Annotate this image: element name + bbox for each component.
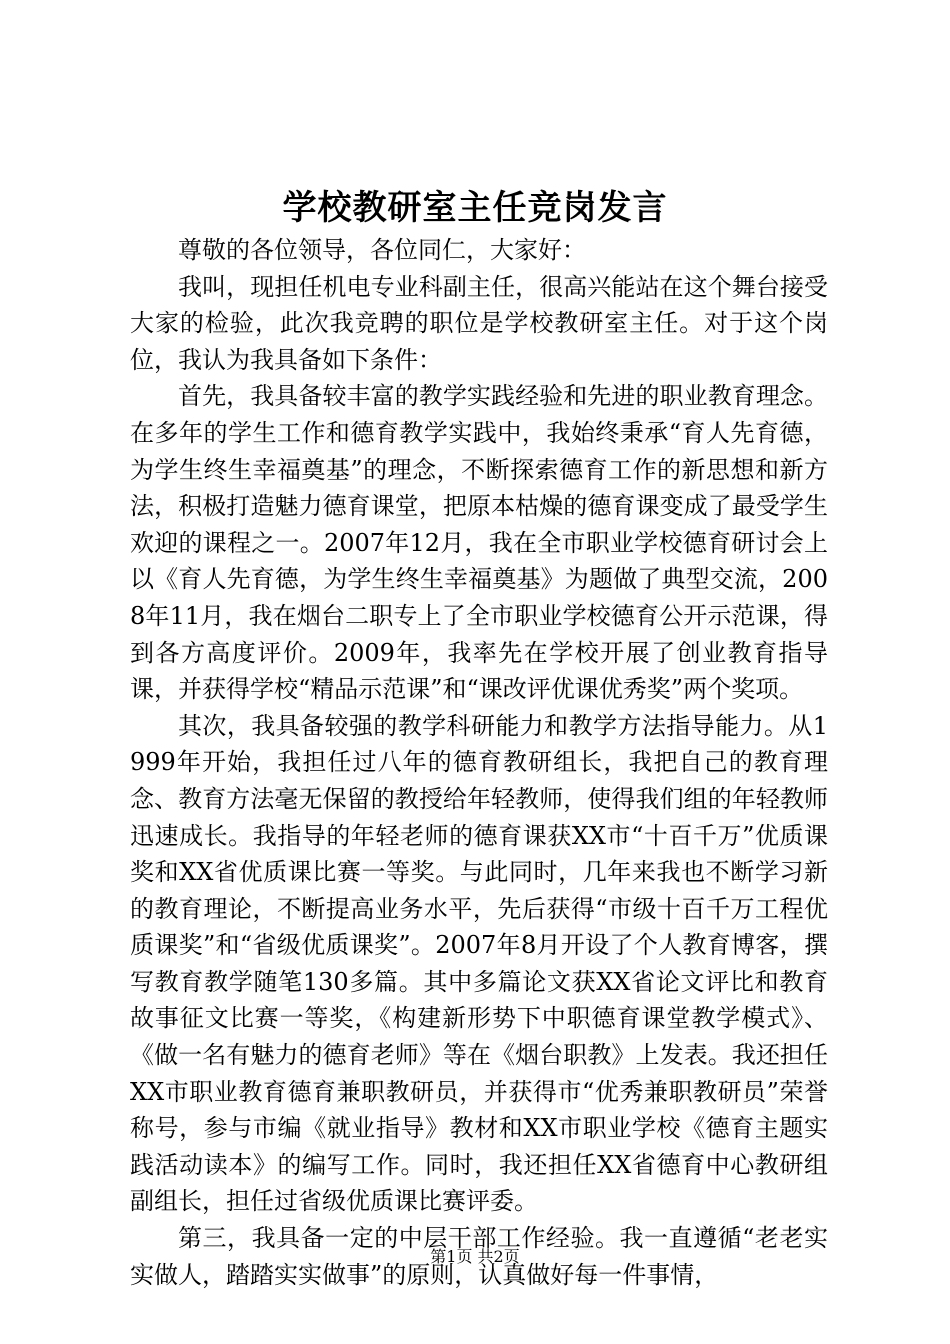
paragraph-introduction: 我叫，现担任机电专业科副主任，很高兴能站在这个舞台接受大家的检验，此次我竞聘的职位是学校教研室主任。对于这个岗位，我认为我具备如下条件： [130, 272, 828, 374]
paragraph-greeting: 尊敬的各位领导，各位同仁，大家好： [178, 236, 586, 264]
paragraph-first-qualification: 首先，我具备较丰富的教学实践经验和先进的职业教育理念。在多年的学生工作和德育教学实践中，我始终秉承“育人先育德，为学生终生幸福奠基”的理念，不断探索德育工作的新思想和新方法，积极打造魅力德育课堂，把原本枯燥的德育课变成了最受学生欢迎的课程之一。2007年12月，我在全市职业学校德育研讨会上以《育人先育德，为学生终生幸福奠基》为题做了典型交流，2008年11月，我在烟台二职专上了全市职业学校德育公开示范课，得到各方高度评价。2009年，我率先在学校开展了创业教育指导课，并获得学校“精品示范课”和“课改评优课优秀奖”两个奖项。 [130, 382, 828, 704]
paragraph-third-qualification: 第三，我具备一定的中层干部工作经验。我一直遵循“老老实实做人，踏踏实实做事”的原则，认真做好每一件事情， [130, 1224, 828, 1289]
document-title: 学校教研室主任竞岗发言 [282, 188, 668, 228]
document-body [130, 232, 828, 1293]
page-number-footer: 第1页 共2页 [430, 1247, 520, 1266]
paragraph-second-qualification: 其次，我具备较强的教学科研能力和教学方法指导能力。从1999年开始，我担任过八年的德育教研组长，我把自己的教育理念、教育方法毫无保留的教授给年轻教师，使得我们组的年轻教师迅速成长。我指导的年轻老师的德育课获XX市“十百千万”优质课奖和XX省优质课比赛一等奖。与此同时，几年来我也不断学习新的教育理论，不断提高业务水平，先后获得“市级十百千万工程优质课奖”和“省级优质课奖”。2007年8月开设了个人教育博客，撰写教育教学随笔130多篇。其中多篇论文获XX省论文评比和教育故事征文比赛一等奖，《构建新形势下中职德育课堂教学模式》、《做一名有魅力的德育老师》等在《烟台职教》上发表。我还担任XX市职业教育德育兼职教研员，并获得市“优秀兼职教研员”荣誉称号，参与市编《就业指导》教材和XX市职业学校《德育主题实践活动读本》的编写工作。同时，我还担任XX省德育中心教研组副组长，担任过省级优质课比赛评委。 [130, 711, 828, 1216]
